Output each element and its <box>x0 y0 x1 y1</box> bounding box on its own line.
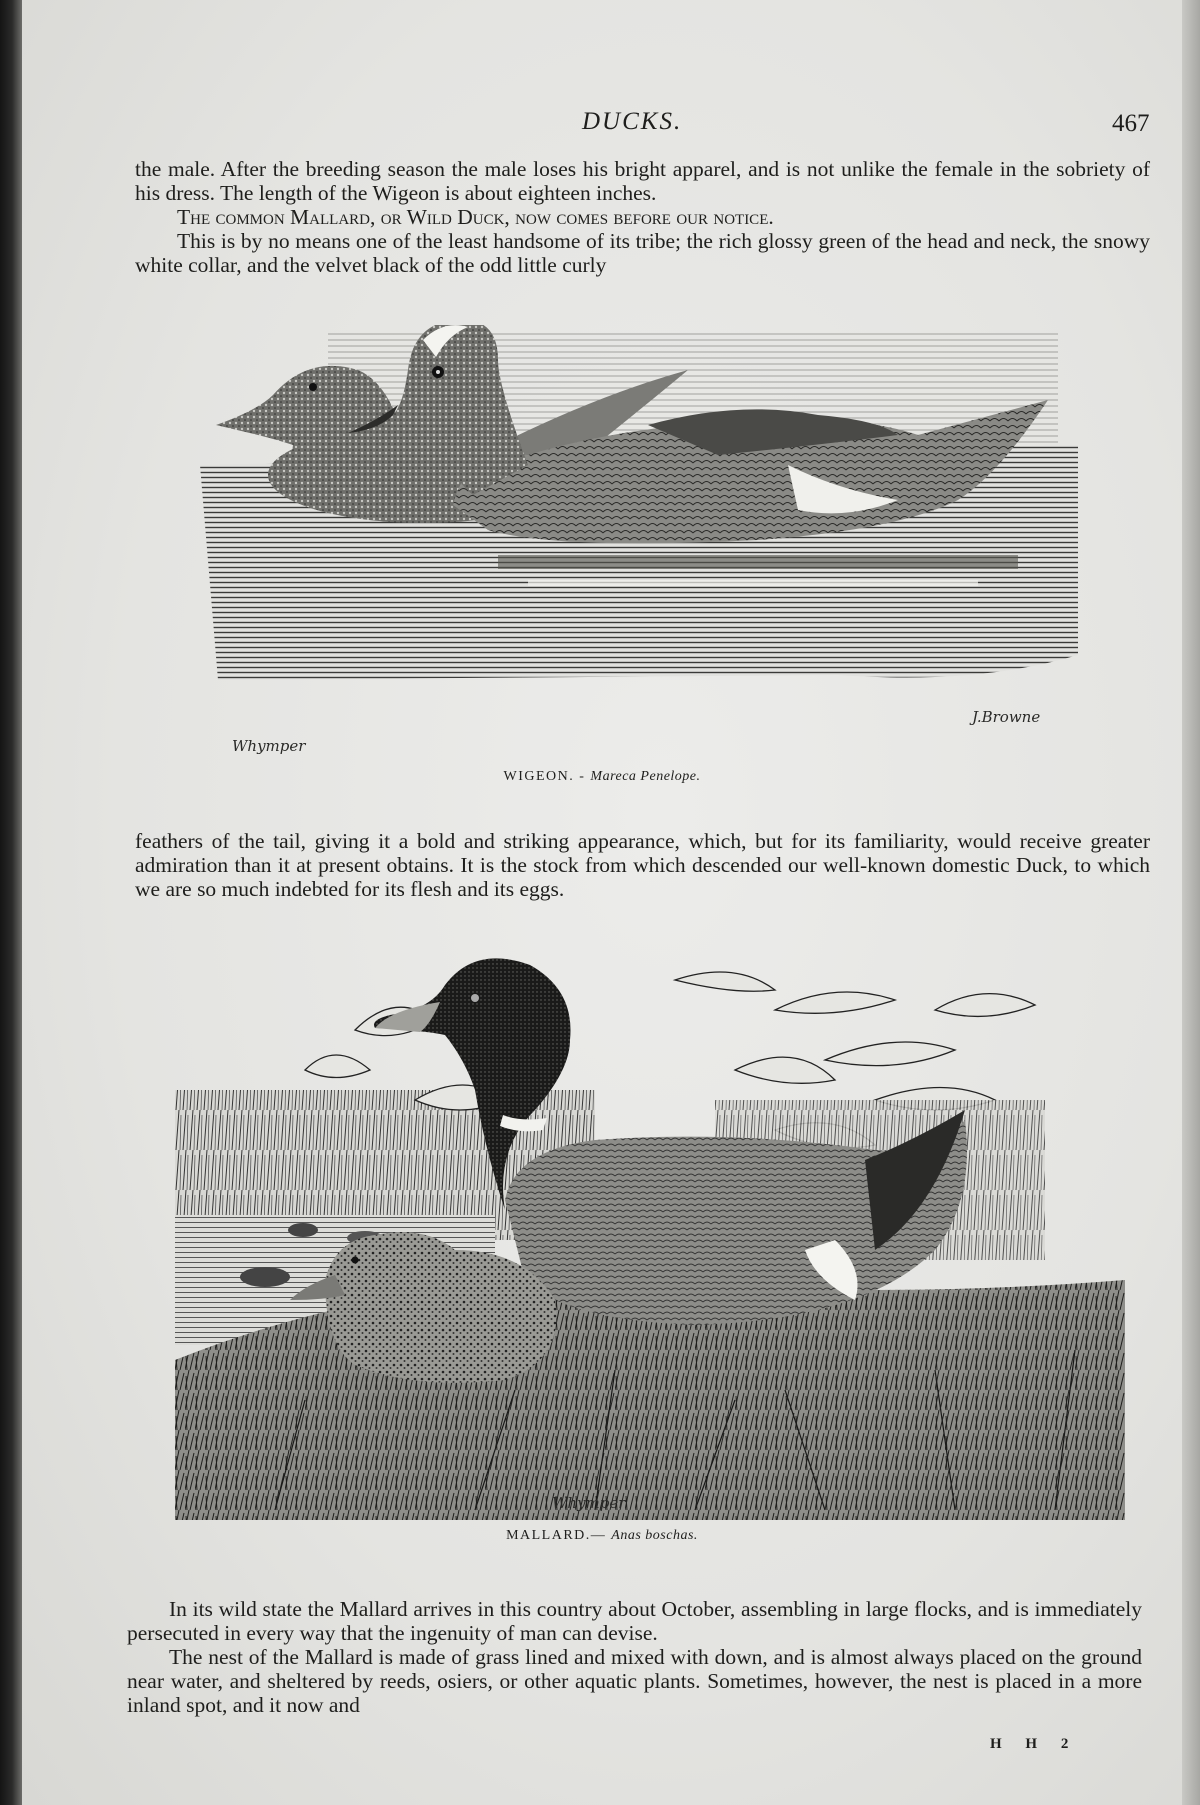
text-block-bottom <box>127 1597 1142 1717</box>
scan-binding-edge <box>0 0 22 1805</box>
wigeon-reflection <box>498 555 1018 569</box>
text-block-middle <box>135 829 1150 901</box>
running-head: DUCKS. <box>582 108 683 135</box>
wigeon-caption <box>22 769 1182 785</box>
page-number: 467 <box>1112 110 1150 137</box>
mallard-engraver-signature: Whymper <box>552 1494 626 1512</box>
paragraph-nest: The nest of the Mallard is made of grass lined and mixed with down, and is almost always placed on the ground near water, and sheltered by reeds, osiers, or other aquatic plants. Sometimes, however, the nest is placed in a more inland spot, and it now and <box>127 1645 1142 1717</box>
mallard-caption-name: MALLARD.— <box>506 1528 607 1543</box>
paragraph-male-plumage: the male. After the breeding season the male loses his bright apparel, and is not unlike the female in the sobriety of his dress. The length of the Wigeon is about eighteen inches. <box>135 157 1150 205</box>
paragraph-handsome: This is by no means one of the least handsome of its tribe; the rich glossy green of the head and neck, the snowy white collar, and the velvet black of the odd little curly <box>135 229 1150 277</box>
mallard-caption-latin: Anas boschas. <box>611 1528 698 1543</box>
book-page <box>22 0 1182 1805</box>
wigeon-caption-name: WIGEON. - <box>503 769 586 784</box>
distant-duck-2 <box>288 1223 318 1237</box>
text-block-top <box>135 157 1150 277</box>
distant-duck-1 <box>240 1267 290 1287</box>
wigeon-artist-signature: J.Browne <box>972 708 1041 726</box>
scan-right-edge <box>1182 0 1200 1805</box>
mallard-intro-text: The common Mallard, or Wild Duck, now comes before our notice. <box>177 205 774 229</box>
mallard-engraving <box>175 950 1125 1520</box>
wigeon-caption-latin: Mareca Penelope. <box>590 769 701 784</box>
wigeon-engraver-signature: Whymper <box>232 737 306 755</box>
wigeon-engraving <box>198 325 1098 765</box>
paragraph-mallard-intro <box>135 205 1150 229</box>
paragraph-feathers: feathers of the tail, giving it a bold and striking appearance, which, but for its familiarity, would receive greater admiration than it at present obtains. It is the stock from which descended our well-known domestic Duck, to which we are so much indebted for its flesh and its eggs. <box>135 829 1150 901</box>
paragraph-wild-state: In its wild state the Mallard arrives in this country about October, assembling in large flocks, and is immediately persecuted in every way that the ingenuity of man can devise. <box>127 1597 1142 1645</box>
signature-mark: H H 2 <box>990 1736 1079 1752</box>
mallard-caption <box>22 1528 1182 1544</box>
